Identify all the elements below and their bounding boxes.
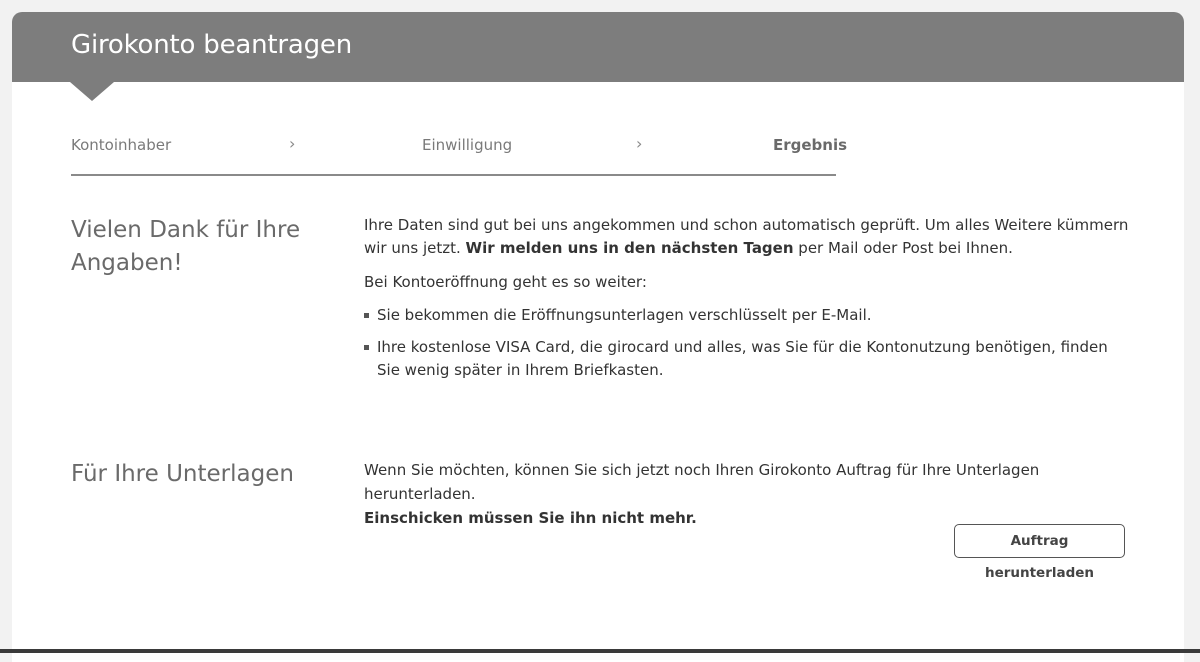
list-item-text: Sie bekommen die Eröffnungsunterlagen verschlüsselt per E-Mail. (377, 306, 872, 324)
documents-text-bold: Einschicken müssen Sie ihn nicht mehr. (364, 509, 697, 527)
confirmation-text-bold: Wir melden uns in den nächsten Tagen (465, 239, 794, 257)
list-item (364, 304, 1134, 327)
confirmation-text-end: per Mail oder Post bei Ihnen. (793, 239, 1013, 257)
step-ergebnis: Ergebnis (773, 136, 848, 154)
next-steps-intro: Bei Kontoeröffnung geht es so weiter: (364, 273, 647, 291)
header-pointer-icon (70, 82, 114, 101)
page-title: Girokonto beantragen (71, 30, 352, 60)
confirmation-text-start: Ihre Daten sind gut bei uns angekommen und schon automatisch geprüft. Um alles Weitere kümmern wir uns jetzt. (364, 216, 1129, 257)
step-kontoinhaber: Kontoinhaber (71, 136, 172, 154)
bottom-edge-bar (0, 649, 1200, 653)
documents-text-main: Wenn Sie möchten, können Sie sich jetzt noch Ihren Girokonto Auftrag für Ihre Unterlagen herunterladen. (364, 461, 1040, 503)
documents-heading: Für Ihre Unterlagen (71, 461, 294, 487)
download-order-button[interactable]: Auftrag herunterladen (954, 524, 1125, 558)
chevron-right-icon: › (636, 134, 643, 153)
confirmation-text (364, 214, 1134, 260)
step-einwilligung: Einwilligung (422, 136, 513, 154)
thanks-heading: Vielen Dank für Ihre Angaben! (71, 217, 301, 276)
page-header (12, 12, 1184, 82)
documents-text (364, 458, 1134, 530)
list-item (364, 336, 1134, 382)
bullet-icon (364, 345, 369, 350)
chevron-right-icon: › (289, 134, 296, 153)
progress-steps (71, 130, 848, 176)
bullet-icon (364, 313, 369, 318)
application-card (12, 12, 1184, 662)
list-item-text: Ihre kostenlose VISA Card, die girocard und alles, was Sie für die Kontonutzung benötigen, finden Sie wenig später in Ihrem Briefkasten. (377, 338, 1108, 379)
